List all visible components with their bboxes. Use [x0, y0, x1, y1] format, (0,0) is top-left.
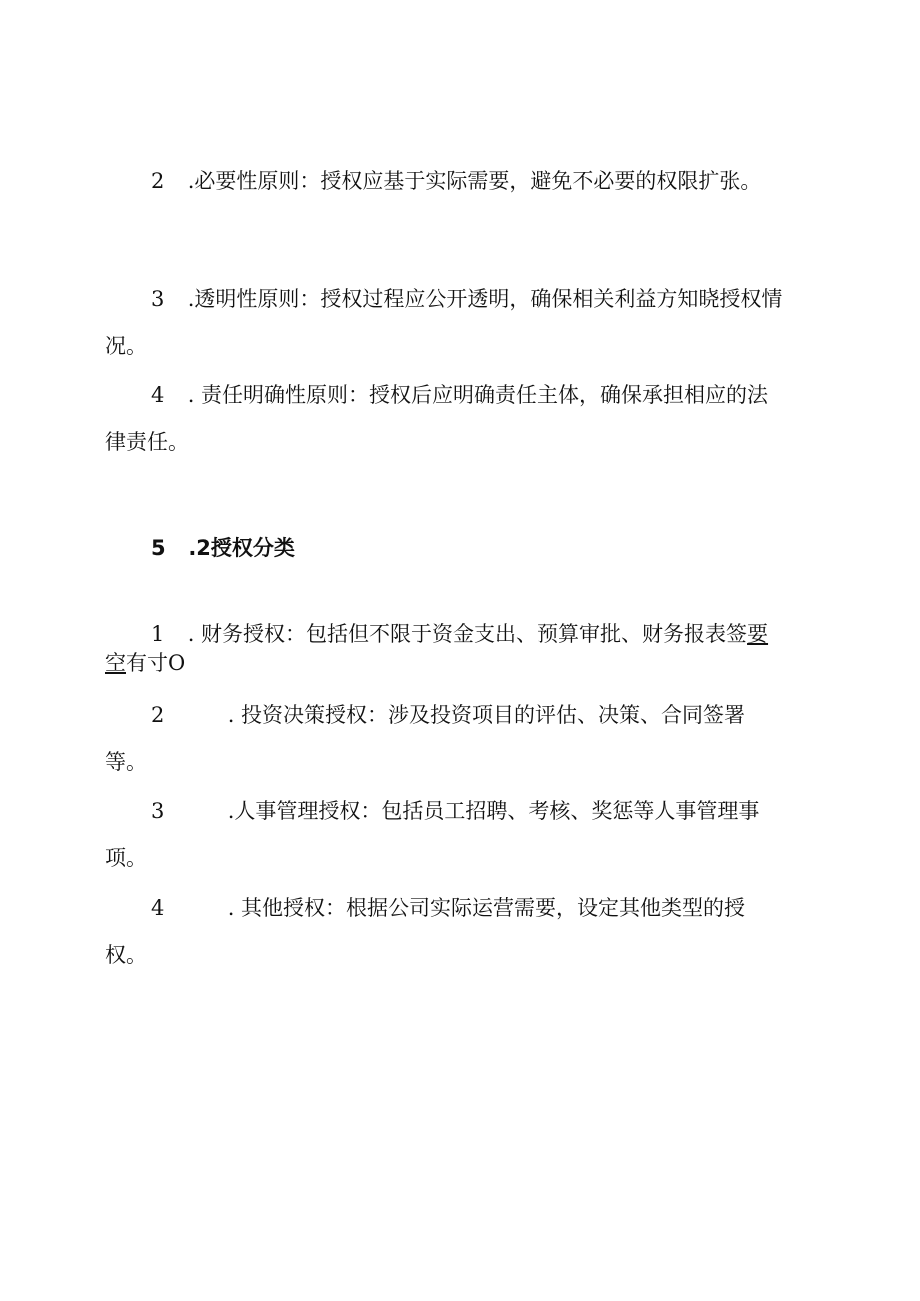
principle-4 [105, 372, 825, 466]
principle-4-text: . 责任明确性原则：授权后应明确责任主体，确保承担相应的法 [187, 383, 769, 407]
principle-2-number: 2 [151, 169, 165, 193]
principle-2 [105, 158, 825, 205]
principle-3-text-cont: 况。 [105, 334, 147, 358]
item-3-text-cont: 项。 [105, 846, 147, 870]
item-1-number: 1 [151, 622, 165, 646]
item-4-text: . 其他授权：根据公司实际运营需要，设定其他类型的授 [227, 896, 746, 920]
item-3-text: .人事管理授权：包括员工招聘、考核、奖惩等人事管理事 [227, 799, 760, 823]
item-1-underlined-end: 要 [747, 622, 769, 646]
item-1-text: . 财务授权：包括但不限于资金支出、预算审批、财务报表签 [187, 622, 748, 646]
item-1 [105, 620, 825, 678]
item-2 [105, 692, 825, 786]
item-3 [105, 788, 825, 882]
section-heading [105, 525, 825, 572]
principle-2-text: .必要性原则：授权应基于实际需要，避免不必要的权限扩张。 [187, 169, 762, 193]
item-4 [105, 885, 825, 979]
principle-3-number: 3 [151, 287, 165, 311]
item-4-text-cont: 权。 [105, 943, 147, 967]
principle-4-text-cont: 律责任。 [105, 430, 189, 454]
item-1-underlined-start: 空 [105, 651, 126, 675]
section-number: 5 [151, 536, 166, 560]
item-2-number: 2 [151, 703, 165, 727]
item-3-number: 3 [151, 799, 165, 823]
item-4-number: 4 [151, 896, 165, 920]
item-2-text-cont: 等。 [105, 750, 147, 774]
item-2-text: . 投资决策授权：涉及投资项目的评估、决策、合同签署 [227, 703, 746, 727]
section-title: .2授权分类 [188, 536, 295, 560]
principle-3-text: .透明性原则：授权过程应公开透明，确保相关利益方知晓授权情 [187, 287, 783, 311]
principle-4-number: 4 [151, 383, 165, 407]
item-1-text-cont: 有寸O [126, 651, 186, 675]
principle-3 [105, 276, 825, 370]
